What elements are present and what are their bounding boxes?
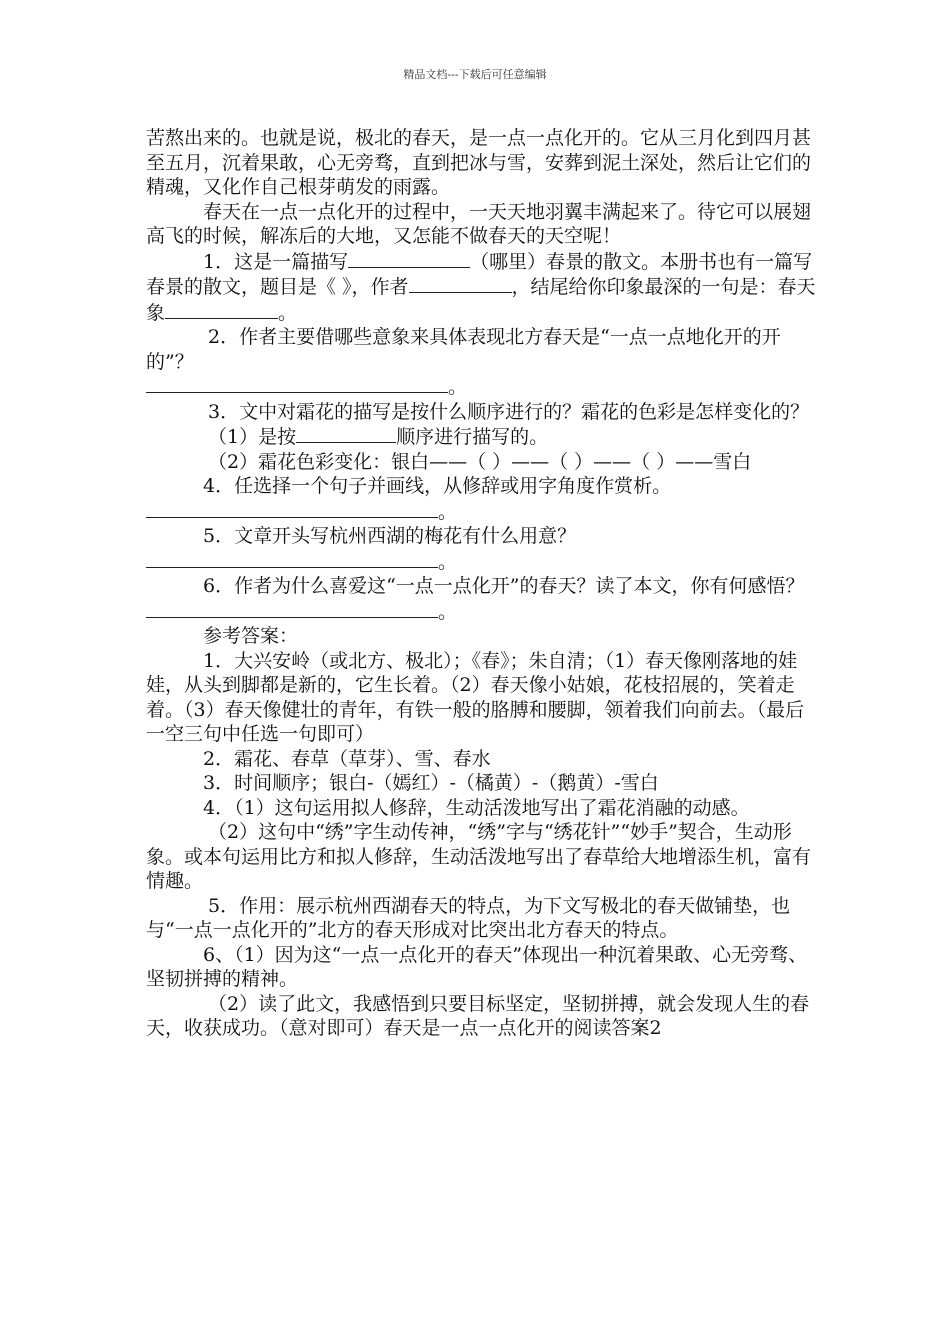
- passage-paragraph-1: 苦熬出来的。也就是说，极北的春天，是一点一点化开的。它从三月化到四月甚至五月，沉着果敢，心无旁骛，直到把冰与雪，安葬到泥土深处，然后让它们的精魂，又化作自己根芽萌发的雨露。: [146, 127, 812, 198]
- answer-4-part-1: 4．（1）这句运用拟人修辞，生动活泼地写出了霜花消融的动感。: [203, 796, 750, 819]
- answer-blank: [146, 599, 438, 618]
- end-mark: 。: [438, 550, 458, 573]
- answer-6-part-2: （2）读了此文，我感悟到只要目标坚定，坚韧拼搏，就会发现人生的春天，收获成功。（意对即可）春天是一点一点化开的阅读答案2: [146, 992, 810, 1039]
- answer-blank: [296, 424, 396, 443]
- answer-3: 3．时间顺序；银白-（嫣红）-（橘黄）-（鹅黄）-雪白: [203, 772, 659, 794]
- end-mark: 。: [438, 600, 458, 623]
- answer-blank: [146, 549, 438, 568]
- answer-4-part-2: （2）这句中“绣”字生动传神，“绣”字与“绣花针”“妙手”契合，生动形象。或本句运用比方和拟人修辞，生动活泼地写出了春草给大地增添生机，富有情趣。: [146, 821, 812, 892]
- question-1-part-d: 。: [278, 301, 298, 324]
- answer-2: 2．霜花、春草（草芽）、雪、春水: [203, 747, 491, 770]
- answer-5: 5．作用：展示杭州西湖春天的特点，为下文写极北的春天做铺垫，也与“一点一点化开的”北方的春天形成对比突出北方春天的特点。: [146, 894, 791, 941]
- question-5: 5．文章开头写杭州西湖的梅花有什么用意？: [203, 525, 577, 547]
- question-3-sub-1: [146, 424, 816, 450]
- question-1-part-a: 1．这是一篇描写: [203, 250, 349, 273]
- answer-1: 1．大兴安岭（或北方、极北）；《春》；朱自清；（1）春天像刚落地的娃娃，从头到脚都是新的，它生长着。（2）春天像小姑娘，花枝招展的，笑着走着。（3）春天像健壮的青年，有铁一般的胳膊和腰脚，领着我们向前去。（最后一空三句中任选一句即可）: [146, 649, 805, 745]
- answer-line: [146, 549, 816, 575]
- answer-6-part-1: 6、（1）因为这“一点一点化开的春天”体现出一种沉着果敢、心无旁骛、坚韧拼搏的精神。: [146, 943, 808, 990]
- passage-paragraph-2: 春天在一点一点化开的过程中，一天天地羽翼丰满起来了。待它可以展翅高飞的时候，解冻后的大地，又怎能不做春天的天空呢！: [146, 200, 812, 247]
- answer-blank: [165, 300, 278, 319]
- answer-blank: [409, 274, 512, 293]
- answer-blank: [146, 374, 448, 393]
- answer-line: [146, 499, 816, 525]
- question-3-sub-1-b: 顺序进行描写的。: [396, 426, 549, 448]
- end-mark: 。: [438, 500, 458, 523]
- answer-line: [146, 599, 816, 625]
- answer-blank: [146, 499, 438, 518]
- page-header: 精品文档---下载后可任意编辑: [403, 68, 547, 81]
- question-6: 6．作者为什么喜爱这“一点一点化开”的春天？读了本文，你有何感悟？: [203, 575, 805, 597]
- question-1-part-c: ，结尾给你印象最深的一句是：春天象: [146, 276, 816, 324]
- question-4: 4．任选择一个句子并画线，从修辞或用字角度作赏析。: [203, 475, 672, 497]
- question-1: [146, 249, 816, 326]
- answers-title: 参考答案：: [203, 625, 299, 647]
- answer-blank: [348, 249, 470, 268]
- question-3-sub-2: （2）霜花色彩变化：银白——（ ）——（ ）——（ ）——雪白: [208, 450, 752, 473]
- answer-line: [146, 374, 816, 400]
- question-3: 3．文中对霜花的描写是按什么顺序进行的？霜花的色彩是怎样变化的？: [208, 400, 810, 423]
- question-1-part-b: （哪里）春景的散文。本册书也有一篇写春景的散文，题目是《 》，作者: [146, 250, 813, 298]
- document-body: [146, 126, 816, 1041]
- question-2: 2．作者主要借哪些意象来具体表现北方春天是“一点一点地化开的开的”？: [146, 326, 781, 373]
- question-3-sub-1-a: （1）是按: [208, 426, 297, 448]
- end-mark: 。: [448, 376, 468, 398]
